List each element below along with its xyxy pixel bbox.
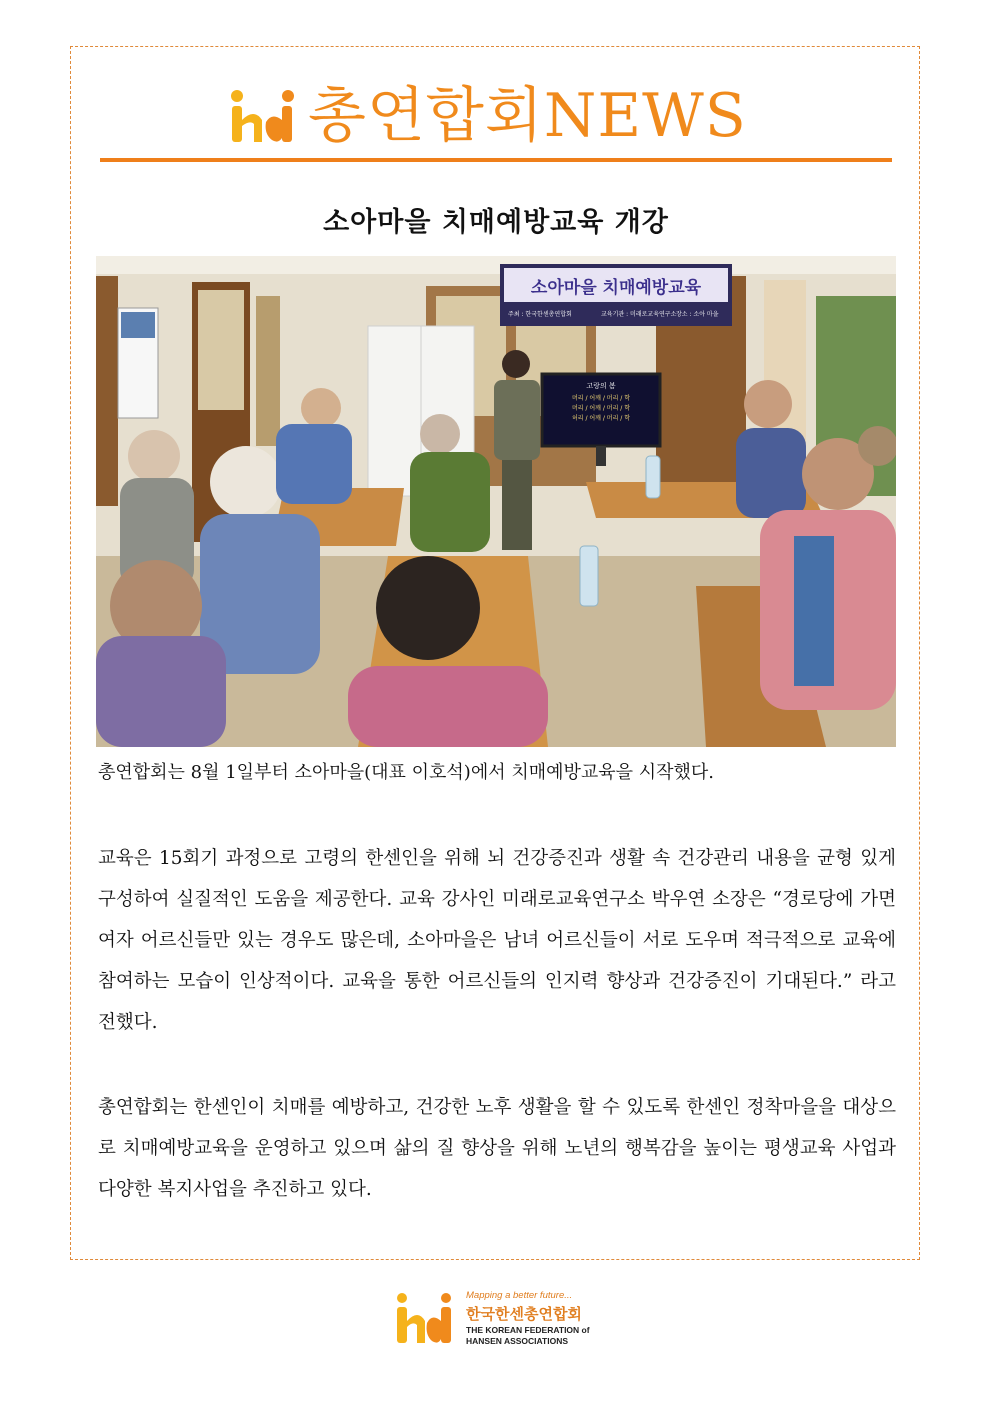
article-paragraph-2: 총연합회는 한센인이 치매를 예방하고, 건강한 노후 생활을 할 수 있도록 한센인 정착마을을 대상으로 치매예방교육을 운영하고 있으며 삶의 질 향상을 위해 노년의 행복감을 높이는 평생교육 사업과 다양한 복지사업을 추진하고 있다. — [98, 1097, 896, 1200]
footer-org-name-en-2: HANSEN ASSOCIATIONS — [466, 1336, 569, 1346]
federation-logo-icon — [394, 1290, 456, 1346]
masthead — [100, 76, 892, 166]
footer-org-name-en-1: THE KOREAN FEDERATION of — [466, 1325, 590, 1335]
screen-line-1: 머리 / 어깨 / 머리 / 학 — [571, 395, 631, 402]
screen-line-3: 허리 / 어깨 / 머리 / 학 — [571, 415, 631, 422]
article-headline: 소아마을 치매예방교육 개강 — [323, 207, 669, 238]
photo-caption: 총연합회는 8월 1일부터 소아마을(대표 이호석)에서 치매예방교육을 시작했다. — [98, 762, 715, 783]
article-photo — [96, 256, 896, 747]
classroom-photo-illustration — [96, 256, 896, 747]
hh-logo-icon — [228, 86, 300, 146]
banner-place: 장소 : 소아 마을 — [676, 311, 719, 318]
screen-title: 고랑의 봄 — [586, 382, 616, 390]
masthead-title: 총연합회NEWS — [308, 81, 747, 151]
banner-title: 소아마을 치매예방교육 — [530, 278, 702, 298]
screen-line-2: 머리 / 어깨 / 머리 / 학 — [571, 405, 631, 412]
banner-org: 교육기관 : 미래로교육연구소 — [601, 311, 677, 318]
footer-org-name-ko: 한국한센총연합회 — [466, 1305, 582, 1323]
banner-host: 주최 : 한국한센총연합회 — [508, 311, 572, 318]
footer-tagline: Mapping a better future... — [466, 1290, 573, 1301]
masthead-rule — [100, 158, 892, 162]
footer-logo — [394, 1286, 624, 1356]
article-paragraph-1: 교육은 15회기 과정으로 고령의 한센인을 위해 뇌 건강증진과 생활 속 건강관리 내용을 균형 있게 구성하여 실질적인 도움을 제공한다. 교육 강사인 미래로교육연구소 박우연 소장은 “경로당에 가면 여자 어르신들만 있는 경우도 많은데, 소아마을은 남녀 어르신들이 서로 도우며 적극적으로 교육에 참여하는 모습이 인상적이다. 교육을 통한 어르신들의 인지력 향상과 건강증진이 기대된다.” 라고 전했다. — [98, 848, 896, 1033]
